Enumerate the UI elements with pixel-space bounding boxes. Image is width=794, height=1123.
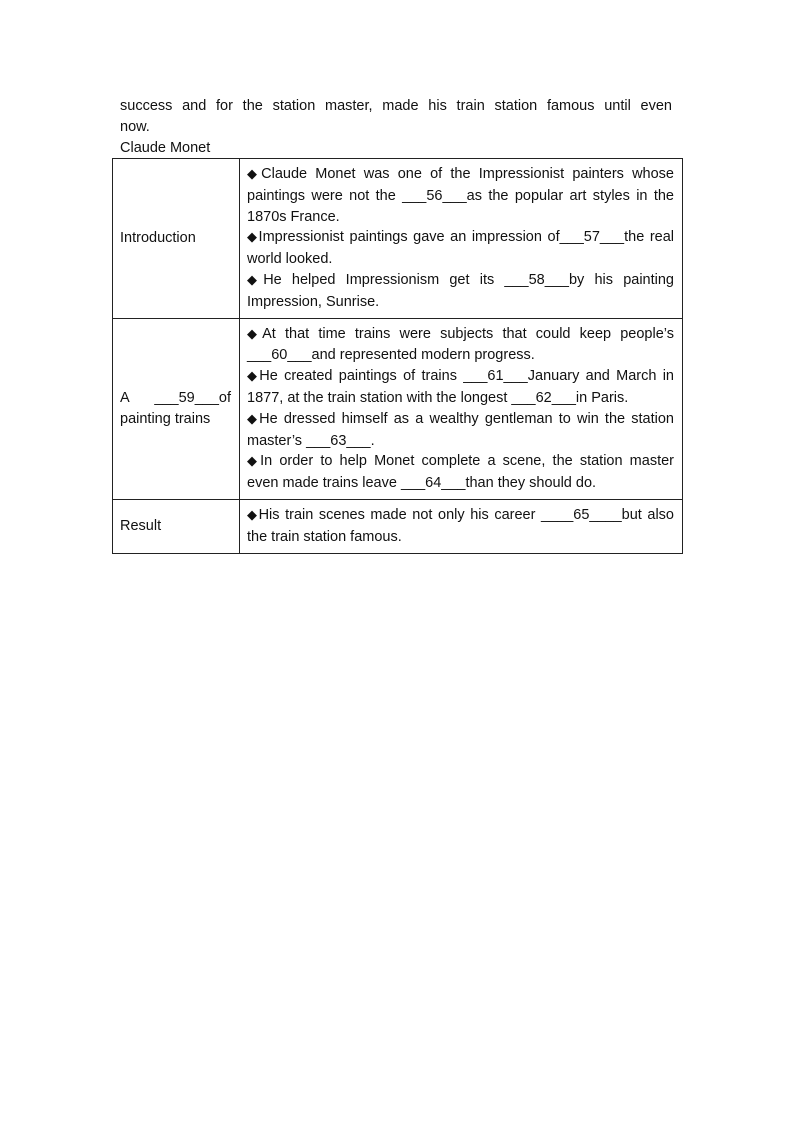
diamond-bullet-icon: ◆ [247, 167, 262, 182]
diamond-bullet-icon: ◆ [247, 411, 260, 427]
intro-block [120, 96, 672, 159]
row-content-introduction [240, 159, 683, 319]
bullet-item: ◆Claude Monet was one of the Impressionist painters whose paintings were not the ___56___as the popular art styles in the 1870s France. [247, 166, 674, 225]
diamond-bullet-icon: ◆ [247, 326, 263, 342]
bullet-item: ◆He helped Impressionism get its ___58___by his painting Impression, Sunrise. [247, 271, 675, 310]
bullet-item: ◆He dressed himself as a wealthy gentleman to win the station master’s ___63___. [247, 410, 674, 449]
row-label-result: Result [113, 499, 240, 553]
diamond-bullet-icon: ◆ [247, 230, 259, 246]
intro-line-2: now. [120, 119, 150, 135]
intro-line-1: success and for the station master, made his train station famous until even [120, 98, 672, 114]
diamond-bullet-icon: ◆ [247, 272, 264, 288]
table-row-painting-trains [113, 318, 683, 499]
bullet-item: ◆He created paintings of trains ___61___January and March in 1877, at the train station with the longest ___62___in Paris. [247, 368, 674, 406]
row-content-result [240, 499, 683, 553]
diamond-bullet-icon: ◆ [247, 369, 260, 385]
table-row-result [113, 499, 683, 553]
intro-paragraph [120, 96, 672, 138]
section-title: Claude Monet [120, 140, 211, 156]
row-label-introduction: Introduction [113, 159, 240, 319]
diamond-bullet-icon: ◆ [247, 454, 261, 470]
summary-table [112, 158, 683, 554]
diamond-bullet-icon: ◆ [247, 507, 259, 523]
bullet-item: ◆His train scenes made not only his career ____65____but also the train station famous. [247, 506, 674, 545]
bullet-item: ◆Impressionist paintings gave an impression of___57___the real world looked. [247, 229, 675, 268]
row-label-painting-trains: A ___59___of painting trains [113, 318, 240, 499]
table-row-introduction [113, 159, 683, 319]
bullet-item: ◆In order to help Monet complete a scene, the station master even made trains leave ___64___than they should do. [247, 453, 674, 492]
bullet-item: ◆At that time trains were subjects that could keep people’s ___60___and represented modern progress. [247, 325, 674, 364]
row-content-painting-trains [240, 318, 683, 499]
